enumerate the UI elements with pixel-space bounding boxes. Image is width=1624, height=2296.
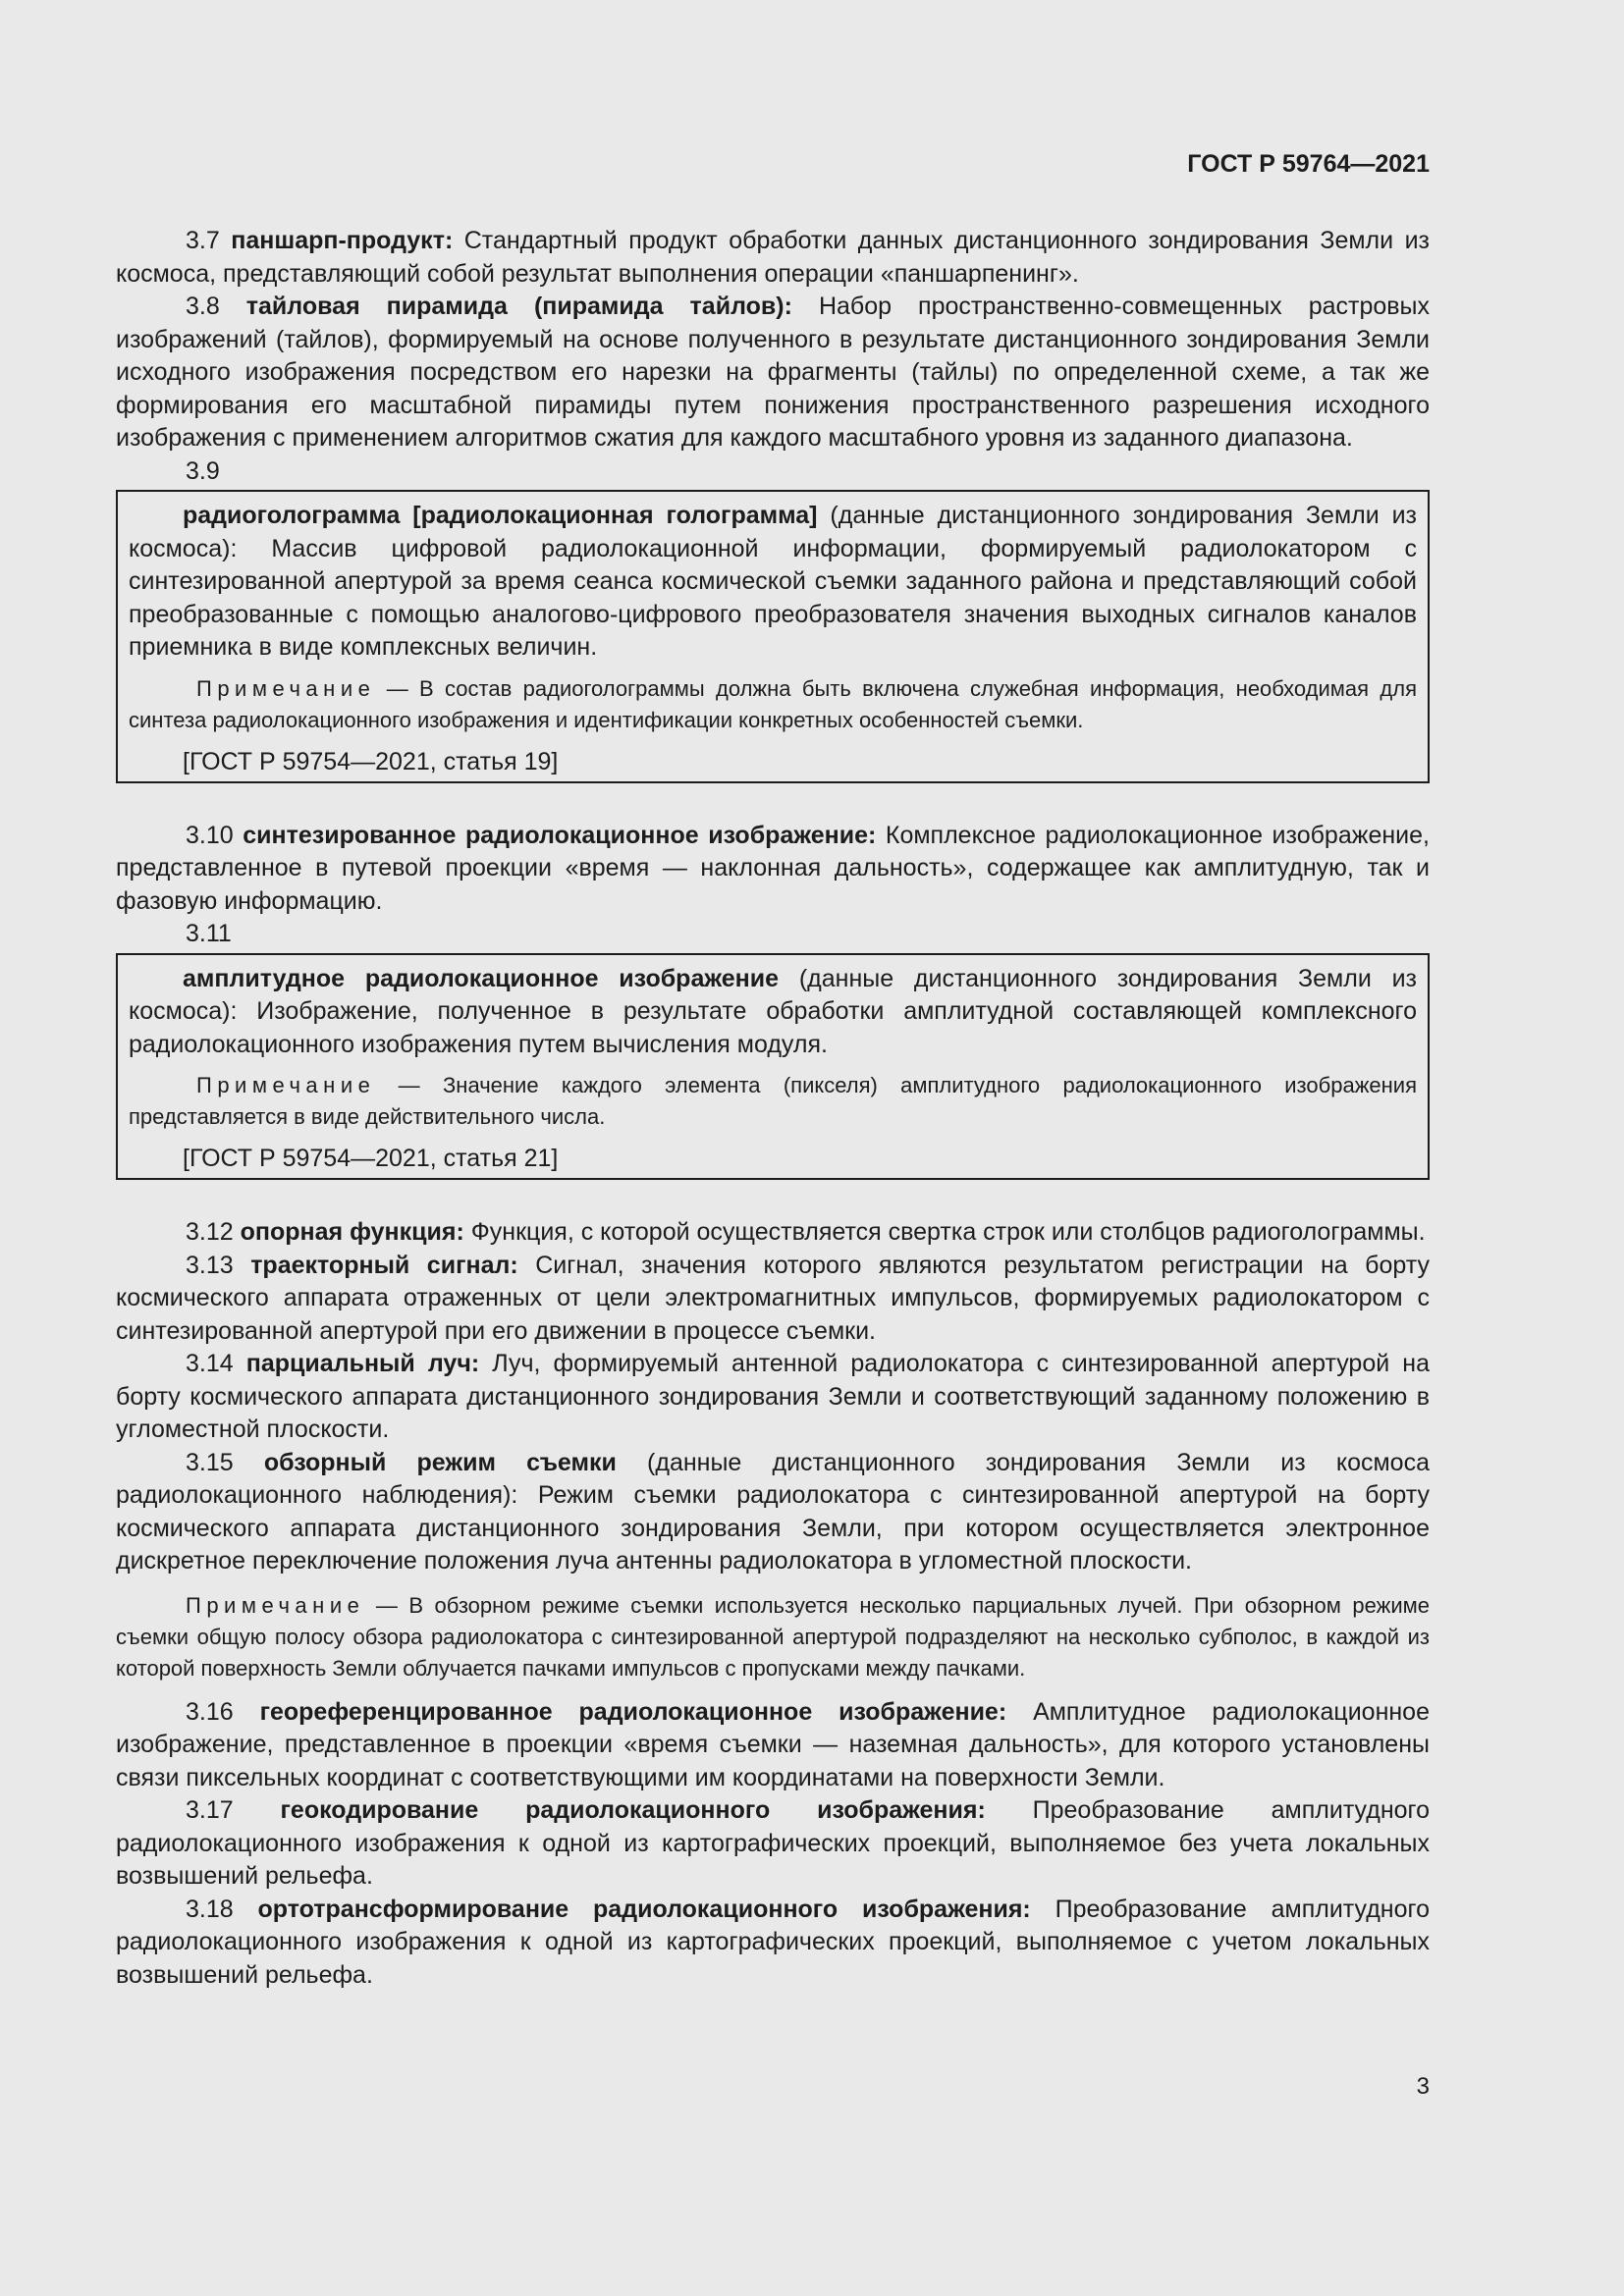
entry-definition: (данные дистанционного зондирования Земли из космоса радиолокационного наблюдения): Режим съемки радиолокатора с синтезированной апертурой на борту космического аппарата дистанционного зондирования Земли, при котором осуществляется электронное дискретное переключение положения луча антенны радиолокатора в угломестной плоскости. <box>116 1448 1430 1575</box>
spacer <box>116 1180 1430 1216</box>
source-reference: [ГОСТ Р 59754—2021, статья 19] <box>183 747 559 775</box>
entry-term: радиоголограмма [радиолокационная голограмма] <box>183 502 818 529</box>
note-text: — В состав радиоголограммы должна быть включена служебная информация, необходимая для синтеза радиолокационного изображения и идентификации конкретных особенностей съемки. <box>129 675 1417 732</box>
borrowed-term-box <box>116 490 1430 783</box>
entry-3-17 <box>116 1794 1430 1894</box>
entry-number: 3.13 <box>186 1251 234 1279</box>
entry-term: амплитудное радиолокационное изображение <box>183 964 780 992</box>
spacer <box>116 1578 1430 1590</box>
borrowed-term-box <box>116 953 1430 1181</box>
note-label: Примечание <box>186 1592 365 1618</box>
entry-3-7 <box>116 225 1430 291</box>
entry-number: 3.15 <box>186 1448 234 1476</box>
entry-definition: (данные дистанционного зондирования Земли из космоса): Изображение, полученное в результате обработки амплитудной составляющей комплексного радиолокационного изображения путем вычисления модуля. <box>129 964 1418 1058</box>
entry-definition: Набор пространственно-совмещенных растровых изображений (тайлов), формируемый на основе полученного в результате дистанционного зондирования Земли исходного изображения посредством его нарезки на фрагменты (тайлы) по определенной схеме, а так же формирования его масштабной пирамиды путем понижения пространственного разрешения исходного изображения с применением алгоритмов сжатия для каждого масштабного уровня из заданного диапазона. <box>116 293 1431 452</box>
note-text: — В обзорном режиме съемки используется несколько парциальных лучей. При обзорном режиме съемки общую полосу обзора радиолокатора с синтезированной апертурой подразделяют на несколько субполос, в каждой из которой поверхность Земли облучается пачками импульсов с пропусками между пачками. <box>116 1592 1430 1681</box>
entry-number: 3.8 <box>186 293 220 320</box>
source-reference: [ГОСТ Р 59754—2021, статья 21] <box>183 1145 559 1172</box>
entry-number: 3.9 <box>186 456 220 485</box>
entry-term: синтезированное радиолокационное изображение: <box>243 821 877 849</box>
entry-3-13 <box>116 1250 1430 1349</box>
entry-number: 3.17 <box>186 1796 234 1824</box>
entry-definition: Луч, формируемый антенной радиолокатора с синтезированной апертурой на борту космического аппарата дистанционного зондирования Земли и соответствующий заданному положению в угломестной плоскости. <box>116 1350 1430 1443</box>
entry-term: ортотрансформирование радиолокационного изображения: <box>257 1895 1031 1923</box>
entry-definition: Сигнал, значения которого являются результатом регистрации на борту космического аппарата отраженных от цели электромагнитных импульсов, формируемых радиолокатором с синтезированной апертурой при его движении в процессе съемки. <box>116 1251 1430 1345</box>
note <box>129 1070 1417 1133</box>
entry-term: траекторный сигнал: <box>250 1251 518 1279</box>
entry-number: 3.16 <box>186 1697 234 1726</box>
note <box>129 673 1417 736</box>
entry-term: паншарп-продукт: <box>231 227 454 254</box>
entry-term: геореференцированное радиолокационное изображение: <box>259 1697 1007 1726</box>
entry-number: 3.10 <box>186 821 234 849</box>
spacer <box>116 1684 1430 1696</box>
entry-definition: Амплитудное радиолокационное изображение, представленное в проекции «время съемки — наземная дальность», для которого установлены связи пиксельных координат с соответствующими им координатами на поверхности Земли. <box>116 1697 1430 1791</box>
note <box>116 1590 1430 1684</box>
entry-definition: (данные дистанционного зондирования Земли из космоса): Массив цифровой радиолокационной информации, формируемый радиолокатором с синтезированной апертурой за время сеанса космической съемки заданного района и представляющий собой преобразованные с помощью аналогово-цифрового преобразователя значения выходных сигналов каналов приемника в виде комплексных величин. <box>129 502 1417 661</box>
entry-3-8 <box>116 291 1430 455</box>
entry-definition: Комплексное радиолокационное изображение, представленное в путевой проекции «время — наклонная дальность», содержащее как амплитудную, так и фазовую информацию. <box>116 821 1430 915</box>
note-label: Примечание <box>196 675 376 701</box>
entry-3-11 <box>129 963 1417 1062</box>
document-body <box>116 225 1430 1992</box>
entry-number: 3.11 <box>186 920 232 947</box>
note-text: — Значение каждого элемента (пикселя) амплитудного радиолокационного изображения представляется в виде действительного числа. <box>129 1073 1417 1129</box>
entry-3-10 <box>116 820 1430 919</box>
entry-term: геокодирование радиолокационного изображения: <box>280 1796 986 1824</box>
entry-3-15 <box>116 1447 1430 1578</box>
entry-term: тайловая пирамида (пирамида тайлов): <box>245 293 792 320</box>
entry-number: 3.18 <box>186 1895 234 1923</box>
entry-3-16 <box>116 1696 1430 1795</box>
entry-term: парциальный луч: <box>245 1350 480 1377</box>
entry-number: 3.7 <box>186 227 220 254</box>
page-number: 3 <box>1416 2073 1430 2100</box>
entry-3-12 <box>116 1216 1430 1250</box>
entry-definition: Преобразование амплитудного радиолокационного изображения к одной из картографических проекций, выполняемое с учетом локальных возвышений рельефа. <box>116 1895 1430 1989</box>
entry-definition: Преобразование амплитудного радиолокационного изображения к одной из картографических проекций, выполняемое без учета локальных возвышений рельефа. <box>116 1796 1430 1890</box>
standard-designation: ГОСТ Р 59764—2021 <box>1187 150 1430 178</box>
entry-3-18 <box>116 1894 1430 1993</box>
spacer <box>116 783 1430 820</box>
entry-number: 3.14 <box>186 1350 234 1377</box>
entry-definition: Функция, с которой осуществляется свертка строк или столбцов радиоголограммы. <box>470 1218 1426 1246</box>
note-label: Примечание <box>196 1073 376 1097</box>
entry-3-9 <box>129 500 1417 665</box>
entry-definition: Стандартный продукт обработки данных дистанционного зондирования Земли из космоса, представляющий собой результат выполнения операции «паншарпенинг». <box>116 227 1430 288</box>
entry-number: 3.12 <box>186 1218 234 1246</box>
entry-3-14 <box>116 1348 1430 1447</box>
entry-term: обзорный режим съемки <box>263 1448 617 1476</box>
entry-term: опорная функция: <box>240 1218 464 1246</box>
